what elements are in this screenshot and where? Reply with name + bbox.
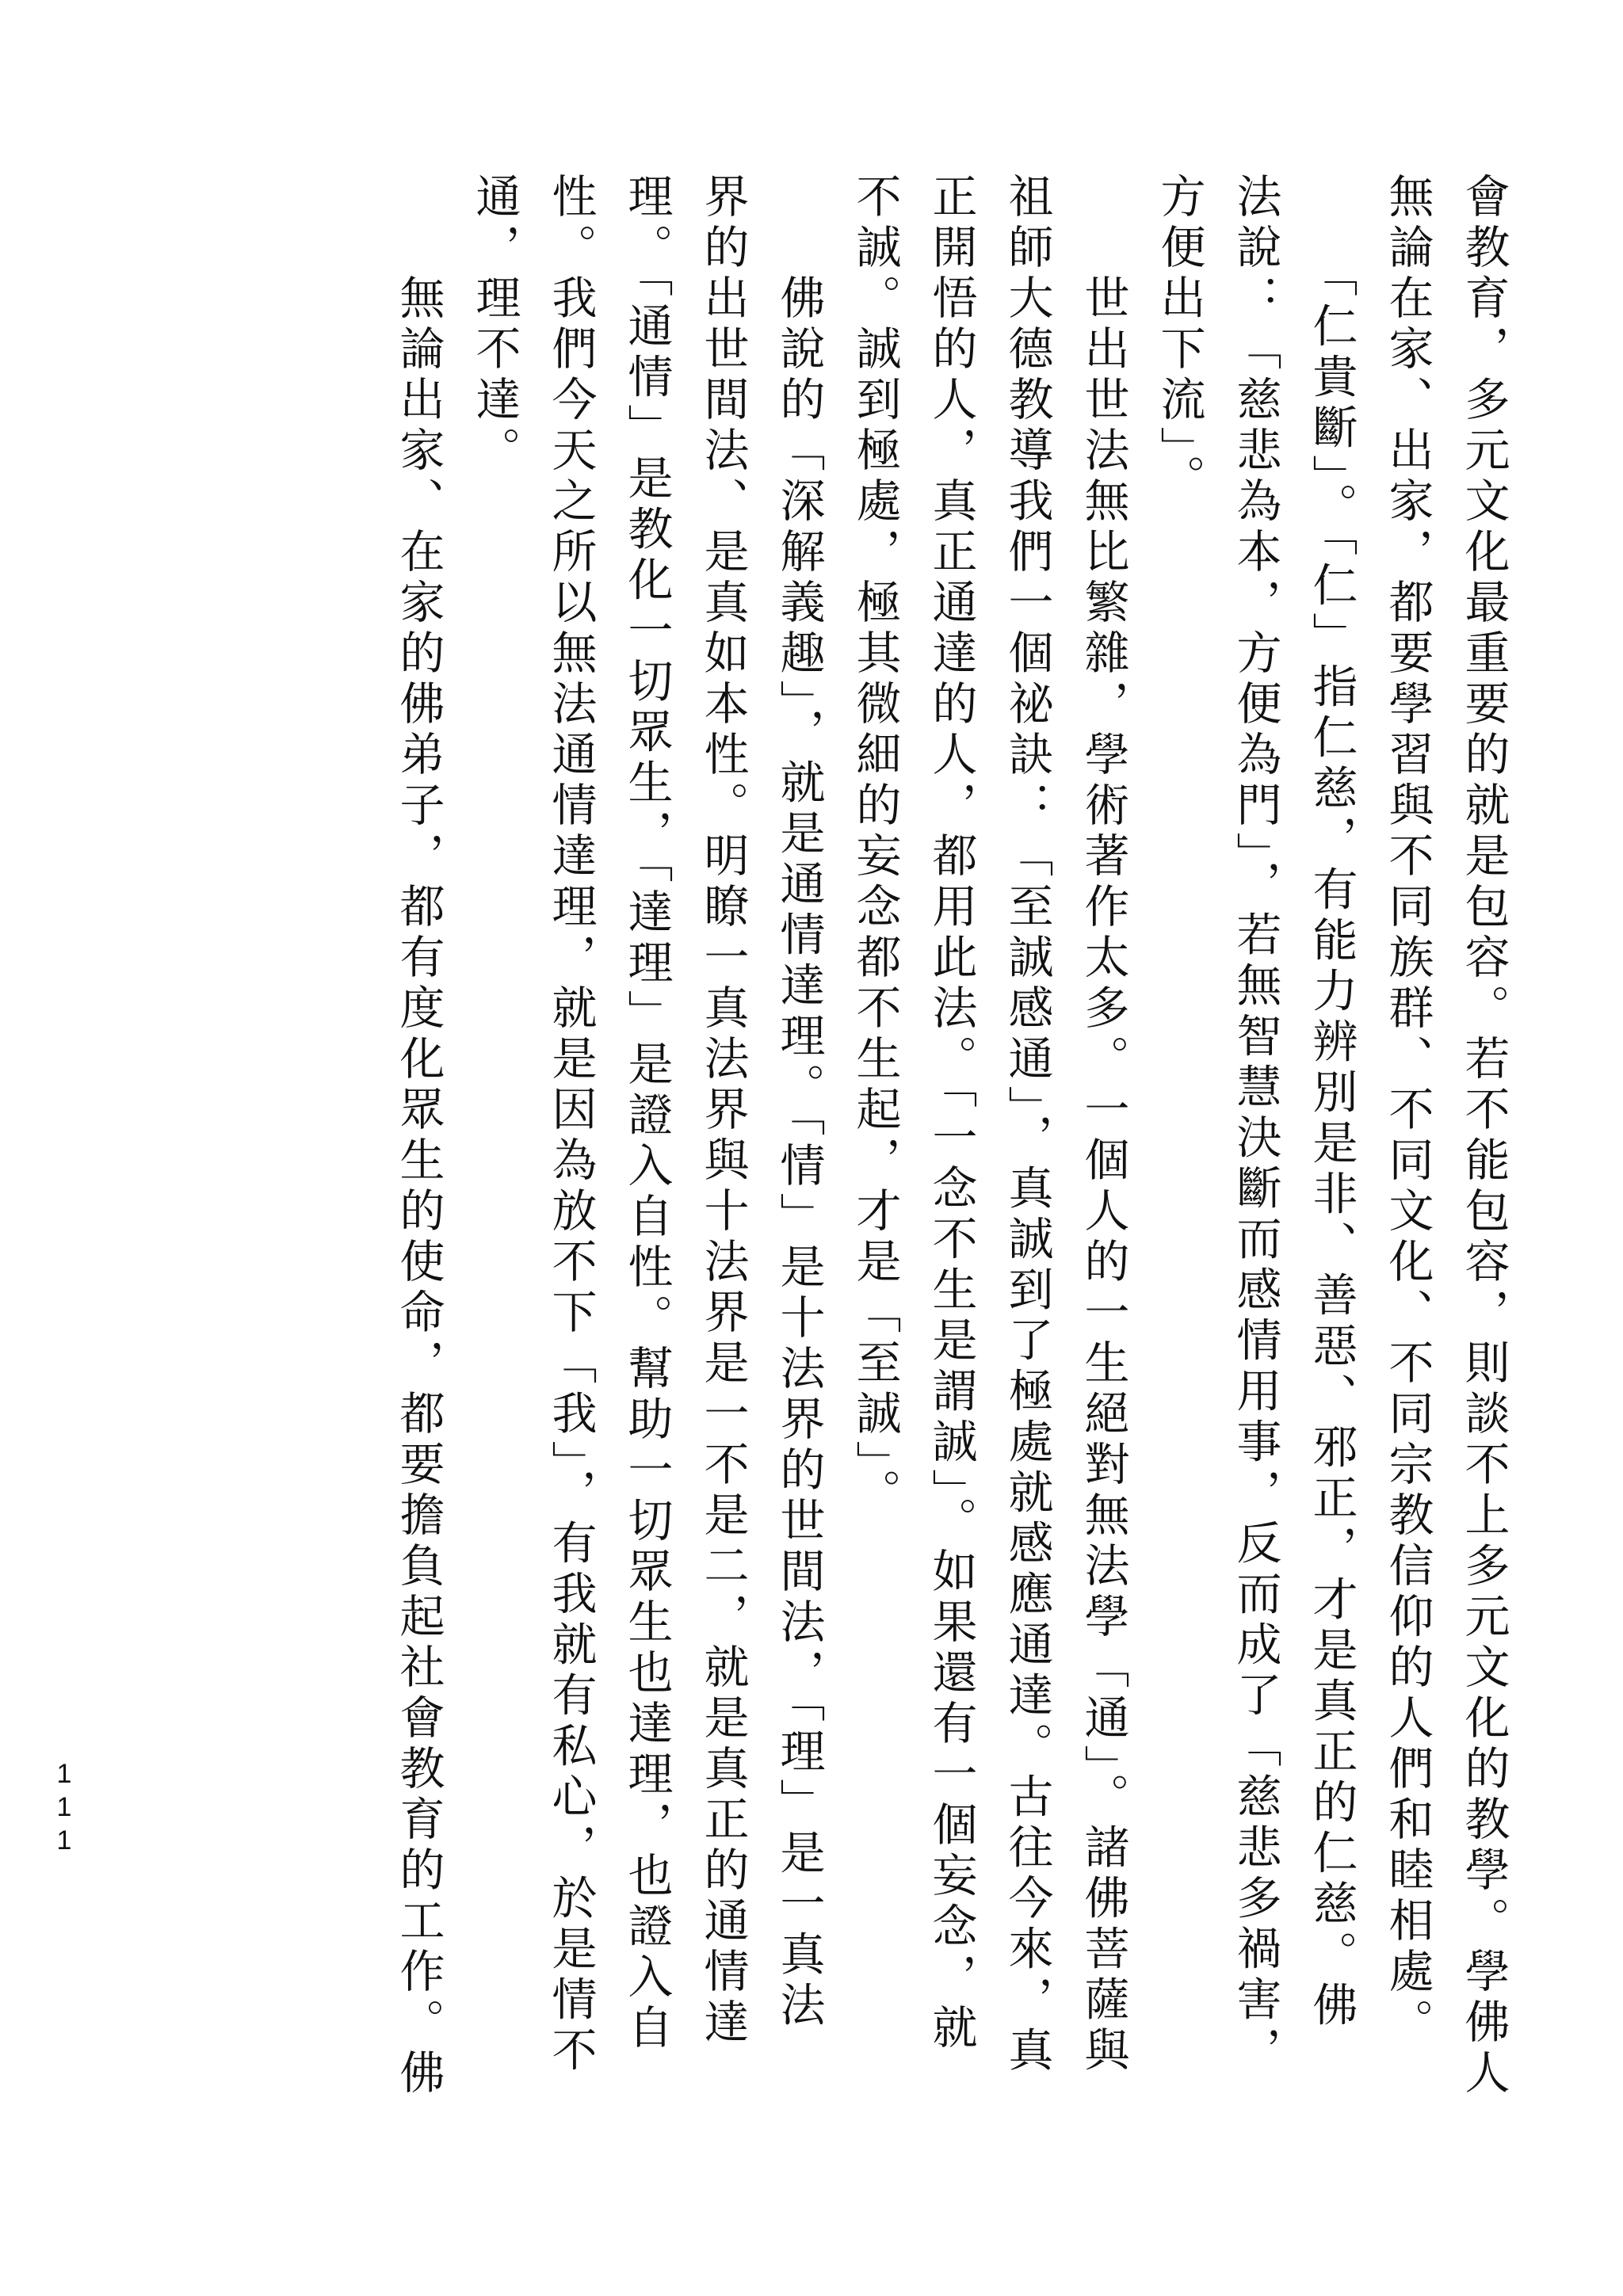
text-line: 性。我們今天之所以無法通情達理，就是因為放不下「我」，有我就有私心，於是情不 (544, 173, 597, 2077)
text-line: 界的出世間法、是真如本性。明瞭一真法界與十法界是一不是二，就是真正的通情達 (697, 173, 749, 2049)
text-line: 會教育，多元文化最重要的就是包容。若不能包容，則談不上多元文化的教學。學佛人 (1457, 173, 1510, 2100)
vertical-text-body (127, 173, 1522, 2153)
text-line: 不誠。誠到極處，極其微細的妄念都不生起，才是「至誠」。 (849, 173, 901, 1520)
text-line: 方便出下流」。 (1153, 173, 1205, 505)
text-line: 通，理不達。 (468, 173, 521, 477)
text-line: 世出世法無比繁雜，學術著作太多。一個人的一生絕對無法學「通」。諸佛菩薩與 (1077, 173, 1129, 2077)
text-line: 佛說的「深解義趣」，就是通情達理。「情」是十法界的世間法，「理」是一真法 (773, 173, 825, 2032)
text-line: 理。「通情」是教化一切眾生，「達理」是證入自性。幫助一切眾生也達理，也證入自 (621, 173, 673, 2054)
page-number: 111 (49, 1759, 79, 1859)
text-line: 法說：「慈悲為本，方便為門」，若無智慧決斷而感情用事，反而成了「慈悲多禍害， (1229, 173, 1281, 2077)
text-line: 「仁貴斷」。「仁」指仁慈，有能力辨別是非、善惡、邪正，才是真正的仁慈。佛 (1305, 173, 1358, 2032)
text-line: 祖師大德教導我們一個祕訣：「至誠感通」，真誠到了極處就感應通達。古往今來，真 (1001, 173, 1053, 2077)
text-line: 無論出家、在家的佛弟子，都有度化眾生的使命，都要擔負起社會教育的工作。佛 (392, 173, 445, 2100)
text-line: 正開悟的人，真正通達的人，都用此法。「一念不生是謂誠」。如果還有一個妄念，就 (925, 173, 977, 2054)
text-line: 無論在家、出家，都要學習與不同族群、不同文化、不同宗教信仰的人們和睦相處。 (1381, 173, 1434, 2049)
